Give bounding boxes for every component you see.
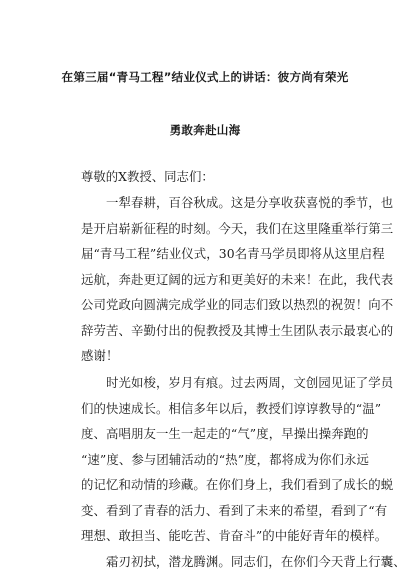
paragraph-line: 们的快速成长。相信多年以后，教授们谆谆教导的“温” (81, 400, 382, 416)
paragraph-3 (81, 549, 406, 575)
paragraph-line: 是开启崭新征程的时刻。今天，我们在这里隆重举行第三 (81, 220, 394, 236)
document-title-line-2: 勇敢奔赴山海 (169, 123, 241, 137)
paragraph-line: 届“青马工程”结业仪式，30名青马学员即将从这里启程 (81, 246, 385, 261)
paragraph-line: 辞劳苦、辛勤付出的倪教授及其博士生团队表示最衷心的 (81, 322, 394, 338)
paragraph-line: 远航，奔赴更辽阔的远方和更美好的未来！在此，我代表 (81, 271, 394, 287)
paragraph-1 (81, 190, 394, 369)
paragraph-line: 公司党政向圆满完成学业的同志们致以热烈的祝贺！向不 (81, 297, 394, 312)
paragraph-line: 变、看到了青春的活力、看到了未来的希望，看到了“有 (81, 502, 388, 518)
paragraph-line: 霜刃初拭，潜龙腾渊。同志们，在你们今天背上行囊、 (106, 554, 406, 569)
salutation: 尊敬的X教授、同志们： (81, 169, 214, 184)
paragraph-line: 度、高唱朋友一生一起走的“气”度，早操出操奔跑的 (81, 426, 369, 441)
paragraph-line: 时光如梭，岁月有痕。过去两周，文创园见证了学员 (106, 375, 394, 390)
paragraph-line: 感谢！ (81, 348, 119, 363)
paragraph-line: 理想、敢担当、能吃苦、肯奋斗”的中能好青年的模样。 (81, 528, 388, 543)
document-title-line-1: 在第三届“青马工程”结业仪式上的讲话：彼方尚有荣光 (61, 70, 349, 84)
paragraph-line: “速”度、参与团辅活动的“热”度，都将成为你们永远 (81, 451, 370, 467)
paragraph-line: 的记忆和动情的珍藏。在你们身上，我们看到了成长的蜕 (81, 477, 394, 492)
paragraph-2 (81, 370, 394, 549)
paragraph-line: 一犁春耕，百谷秋成。这是分享收获喜悦的季节，也 (106, 195, 394, 210)
